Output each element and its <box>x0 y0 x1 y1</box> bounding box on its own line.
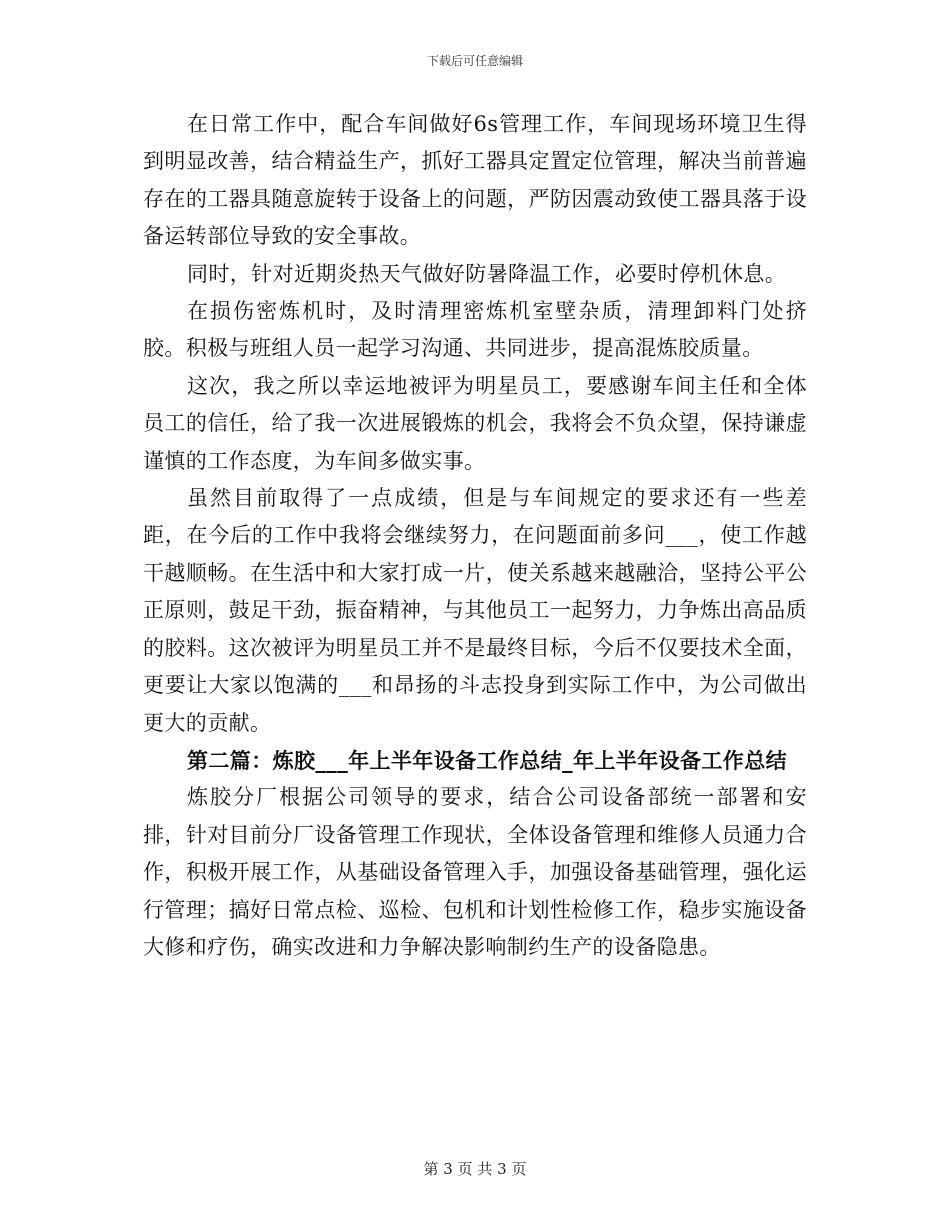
paragraph-heat-prevention: 同时，针对近期炎热天气做好防暑降温工作，必要时停机休息。 <box>187 261 787 286</box>
paragraph-equipment-summary: 炼胶分厂根据公司领导的要求，结合公司设备部统一部署和安排，针对目前分厂设备管理工作现状，全体设备管理和维修人员通力合作，积极开展工作，从基础设备管理入手，加强设备基础管理，强化运行管理；搞好日常点检、巡检、包机和计划性检修工作，稳步实施设备大修和疗伤，确实改进和力争解决影响制约生产的设备隐患。 <box>143 785 807 959</box>
paragraph-future-efforts: 虽然目前取得了一点成绩，但是与车间规定的要求还有一些差距，在今后的工作中我将会继续努力，在问题面前多问___，使工作越干越顺畅。在生活中和大家打成一片，使关系越来越融洽，坚持公平公正原则，鼓足干劲，振奋精神，与其他员工一起努力，力争炼出高品质的胶料。这次被评为明星员工并不是最终目标，今后不仅要技术全面，更要让大家以饱满的___和昂扬的斗志投身到实际工作中，为公司做出更大的贡献。 <box>143 486 807 735</box>
paragraph-star-employee: 这次，我之所以幸运地被评为明星员工，要感谢车间主任和全体员工的信任，给了我一次进展锻炼的机会，我将会不负众望，保持谦虚谨慎的工作态度，为车间多做实事。 <box>143 373 807 473</box>
document-body <box>143 106 807 966</box>
paragraph-mixer-cleaning: 在损伤密炼机时，及时清理密炼机室壁杂质，清理卸料门处挤胶。积极与班组人员一起学习沟通、共同进步，提高混炼胶质量。 <box>143 299 807 361</box>
section-heading: 第二篇：炼胶___年上半年设备工作总结_年上半年设备工作总结 <box>187 747 787 773</box>
page-footer: 第 3 页 共 3 页 <box>423 1160 527 1178</box>
page-header: 下载后可任意编辑 <box>426 54 523 68</box>
paragraph-6s-management: 在日常工作中，配合车间做好6s管理工作，车间现场环境卫生得到明显改善，结合精益生产，抓好工器具定置定位管理，解决当前普遍存在的工器具随意旋转于设备上的问题，严防因震动致使工器具落于设备运转部位导致的安全事故。 <box>143 112 807 249</box>
